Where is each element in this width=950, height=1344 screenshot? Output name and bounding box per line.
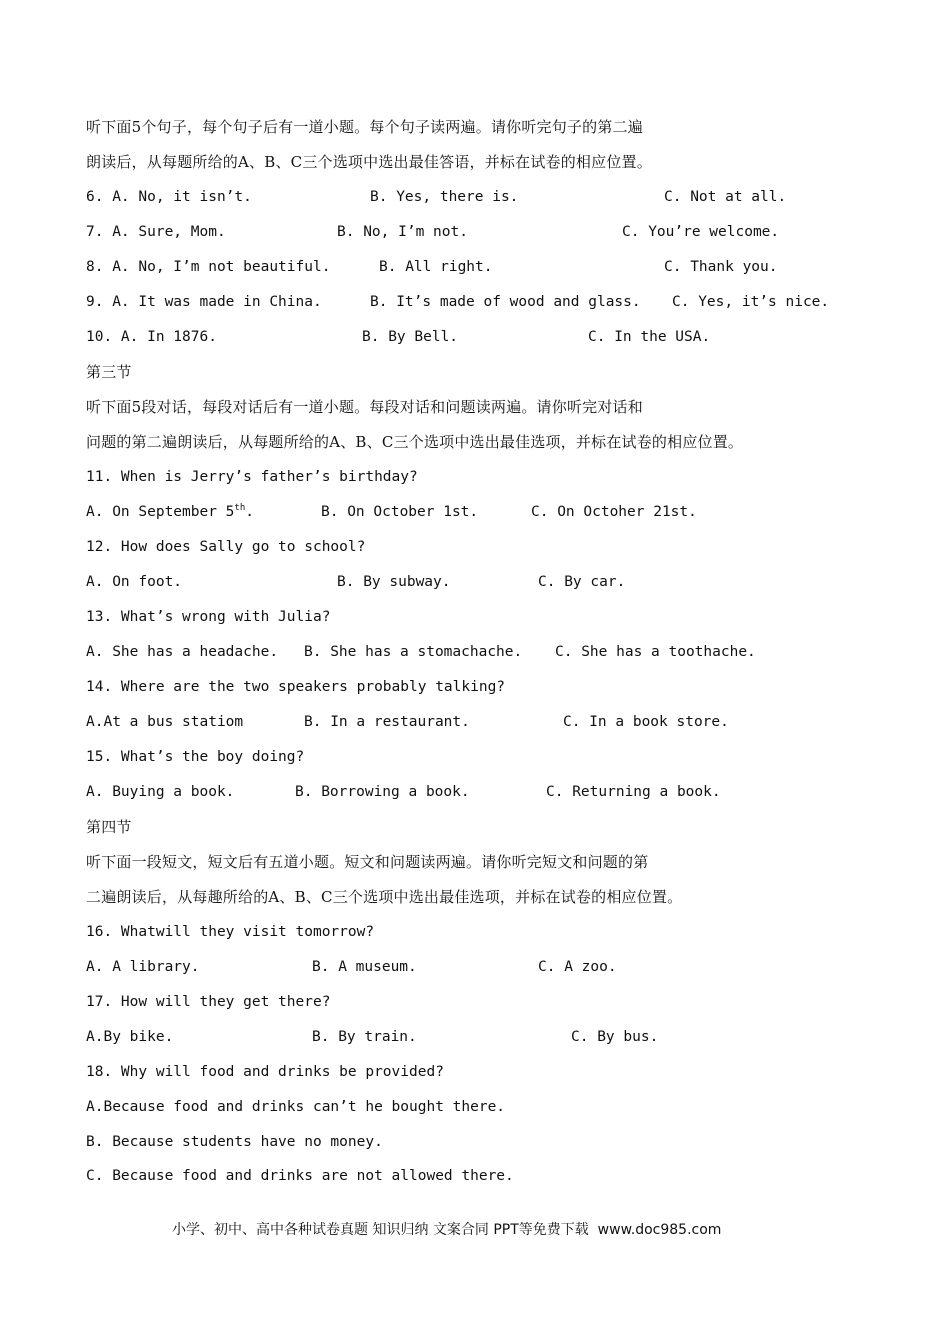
question-12: 12. How does Sally go to school?	[86, 539, 366, 555]
question-16-options	[0, 955, 950, 979]
section4-heading: 第四节	[86, 818, 132, 836]
option-c: C. You’re welcome.	[622, 224, 780, 240]
question-18: 18. Why will food and drinks be provided?	[86, 1064, 444, 1080]
option-b: B. She has a stomachache.	[304, 644, 523, 660]
ordinal-suffix: th	[234, 503, 246, 514]
option-b: B. Yes, there is.	[370, 189, 519, 205]
option-c: C. By car.	[538, 574, 626, 590]
question-15-options	[0, 780, 950, 804]
question-14-options	[0, 710, 950, 734]
question-9-options	[0, 290, 950, 314]
question-13-options	[0, 640, 950, 664]
option-a-end: .	[245, 504, 254, 520]
question-18-option-b: B. Because students have no money.	[86, 1134, 383, 1150]
option-b: B. On October 1st.	[321, 504, 479, 520]
option-b: B. No, I’m not.	[337, 224, 468, 240]
option-a: A.By bike.	[86, 1029, 174, 1045]
option-c: C. On Octoher 21st.	[531, 504, 697, 520]
option-b: B. In a restaurant.	[304, 714, 470, 730]
footer-text: 小学、初中、高中各种试卷真题 知识归纳 文案合同 PPT等免费下载 www.doc985.com	[172, 1222, 722, 1238]
question-16: 16. Whatwill they visit tomorrow?	[86, 924, 375, 940]
question-18-option-c: C. Because food and drinks are not allowed there.	[86, 1168, 514, 1184]
option-c: C. In the USA.	[588, 329, 711, 345]
question-8-options	[0, 255, 950, 279]
option-a: A. She has a headache.	[86, 644, 279, 660]
question-11-options	[0, 500, 950, 524]
option-a: A. Buying a book.	[86, 784, 235, 800]
option-b: B. A museum.	[312, 959, 417, 975]
option-a: A.At a bus statiom	[86, 714, 244, 730]
option-a: A. A library.	[86, 959, 200, 975]
option-b: B. All right.	[379, 259, 493, 275]
option-a: 10. A. In 1876.	[86, 329, 217, 345]
option-a: 8. A. No, I’m not beautiful.	[86, 259, 331, 275]
option-a	[86, 500, 254, 524]
option-a: 7. A. Sure, Mom.	[86, 224, 226, 240]
option-c: C. Not at all.	[664, 189, 787, 205]
question-7-options	[0, 220, 950, 244]
section4-instruction-line1: 听下面一段短文，短文后有五道小题。短文和问题读两遍。请你听完短文和问题的第	[86, 853, 649, 871]
question-18-option-a: A.Because food and drinks can’t he bought there.	[86, 1099, 506, 1115]
option-c: C. In a book store.	[563, 714, 729, 730]
option-c: C. Returning a book.	[546, 784, 721, 800]
option-a: 9. A. It was made in China.	[86, 294, 322, 310]
section3-instruction-line2: 问题的第二遍朗读后，从每题所给的A、B、C三个选项中选出最佳选项，并标在试卷的相应位置。	[86, 433, 744, 451]
option-c: C. By bus.	[571, 1029, 659, 1045]
question-14: 14. Where are the two speakers probably talking?	[86, 679, 506, 695]
option-a: 6. A. No, it isn’t.	[86, 189, 252, 205]
page-footer	[0, 1218, 950, 1242]
question-15: 15. What’s the boy doing?	[86, 749, 305, 765]
section2-instruction-line2: 朗读后，从每题所给的A、B、C三个选项中选出最佳答语，并标在试卷的相应位置。	[86, 153, 652, 171]
section3-heading: 第三节	[86, 363, 132, 381]
option-c: C. Thank you.	[664, 259, 778, 275]
section4-instruction-line2: 二遍朗读后，从每趣所给的A、B、C三个选项中选出最佳选项，并标在试卷的相应位置。	[86, 888, 683, 906]
option-c: C. She has a toothache.	[555, 644, 756, 660]
option-a: A. On foot.	[86, 574, 183, 590]
question-17-options	[0, 1025, 950, 1049]
option-b: B. Borrowing a book.	[295, 784, 470, 800]
section3-instruction-line1: 听下面5段对话，每段对话后有一道小题。每段对话和问题读两遍。请你听完对话和	[86, 398, 643, 416]
option-c: C. A zoo.	[538, 959, 617, 975]
question-17: 17. How will they get there?	[86, 994, 331, 1010]
option-b: B. By subway.	[337, 574, 451, 590]
section2-instruction-line1: 听下面5个句子，每个句子后有一道小题。每个句子读两遍。请你听完句子的第二遍	[86, 118, 643, 136]
option-b: B. By train.	[312, 1029, 417, 1045]
question-11: 11. When is Jerry’s father’s birthday?	[86, 469, 418, 485]
option-c: C. Yes, it’s nice.	[672, 294, 830, 310]
question-6-options	[0, 185, 950, 209]
question-13: 13. What’s wrong with Julia?	[86, 609, 331, 625]
option-a-text: A. On September 5	[86, 504, 235, 520]
question-12-options	[0, 570, 950, 594]
option-b: B. By Bell.	[362, 329, 459, 345]
question-10-options	[0, 325, 950, 349]
option-b: B. It’s made of wood and glass.	[370, 294, 641, 310]
